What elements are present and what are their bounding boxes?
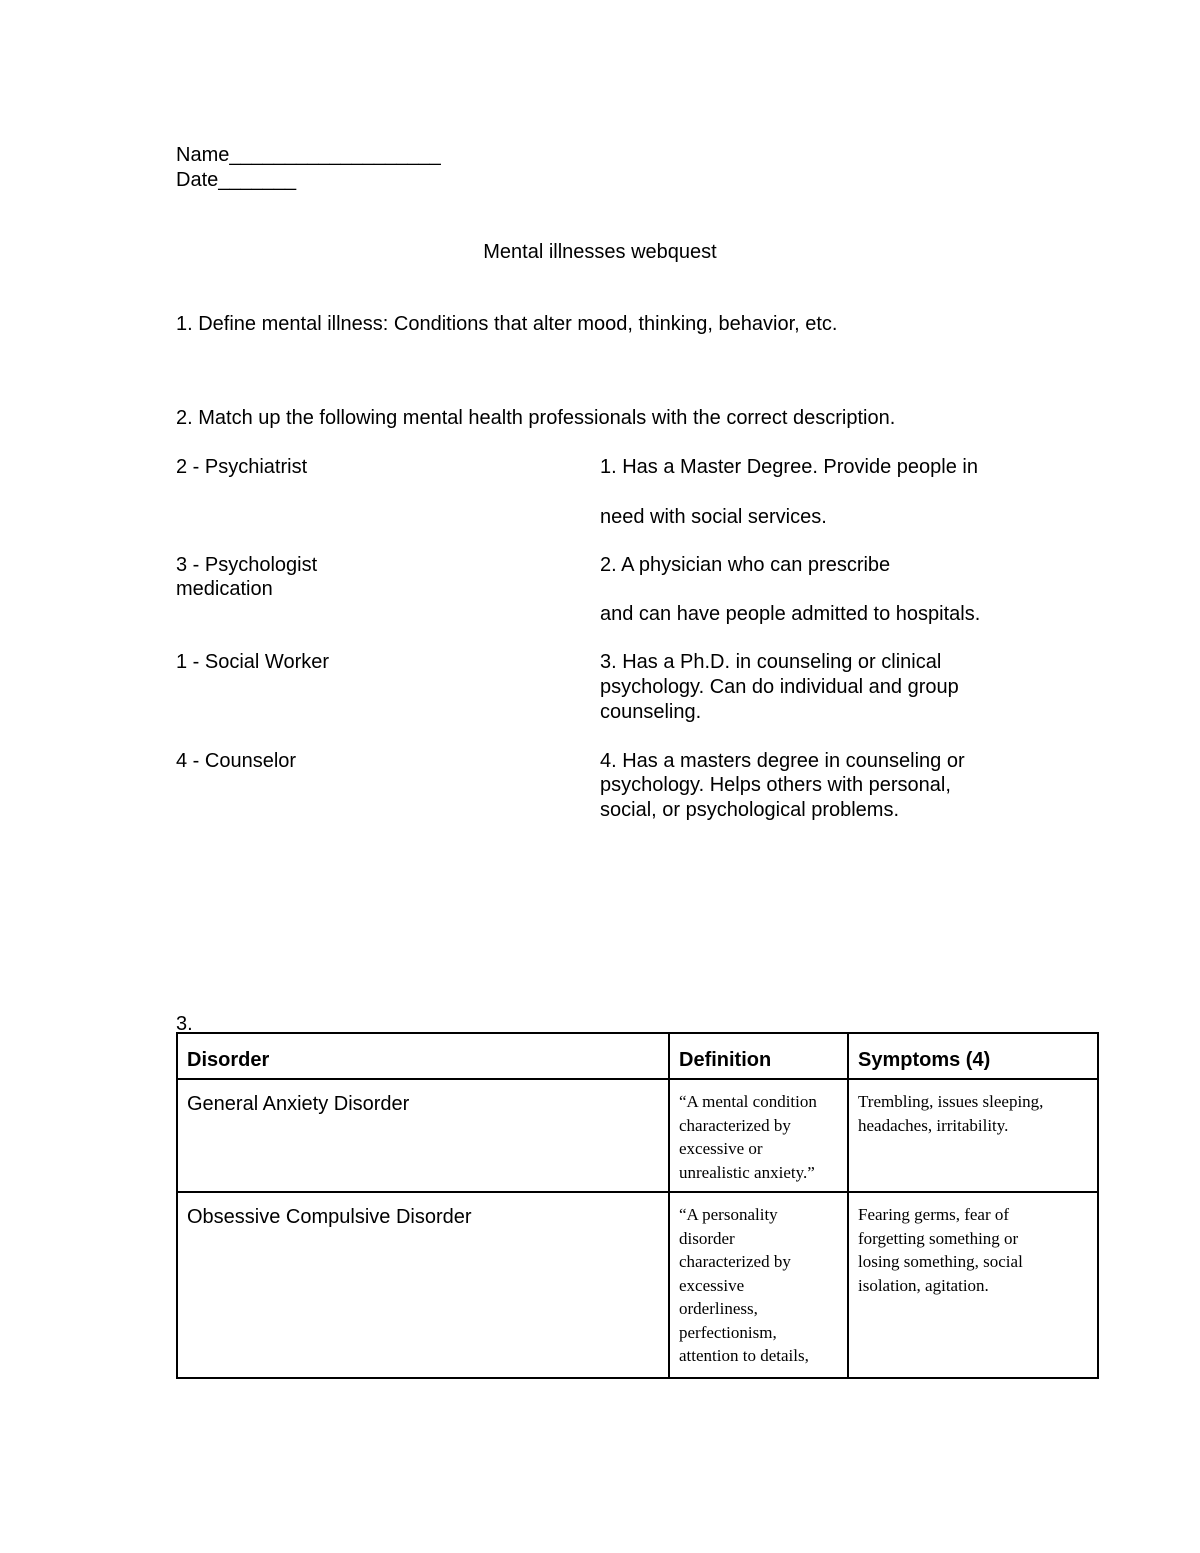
- description-line: social, or psychological problems.: [600, 799, 900, 821]
- description-line: need with social services.: [600, 506, 827, 528]
- description-line: 1. Has a Master Degree. Provide people in: [600, 456, 978, 478]
- table-cell: [848, 1192, 1098, 1378]
- professional-psychiatrist: 2 - Psychiatrist: [176, 456, 308, 478]
- name-field: Name___________________: [176, 144, 441, 166]
- column-header: [669, 1033, 848, 1079]
- date-field: Date_______: [176, 169, 297, 191]
- disorder-symptoms: Fearing germs, fear of forgetting something or losing something, social isolation, agitation.: [858, 1205, 1023, 1295]
- description-line: counseling.: [600, 701, 702, 723]
- table-cell: [669, 1192, 848, 1378]
- table-row: [177, 1192, 1098, 1378]
- column-header-definition: Definition: [679, 1049, 772, 1071]
- professional-psychologist: 3 - Psychologist: [176, 554, 318, 576]
- disorder-name: General Anxiety Disorder: [187, 1093, 410, 1115]
- disorder-symptoms: Trembling, issues sleeping, headaches, irritability.: [858, 1092, 1044, 1135]
- question-3-label: 3.: [176, 1013, 193, 1035]
- column-header: [177, 1033, 669, 1079]
- professional-psychologist-overflow: medication: [176, 578, 273, 600]
- disorder-name: Obsessive Compulsive Disorder: [187, 1206, 472, 1228]
- professional-social-worker: 1 - Social Worker: [176, 651, 330, 673]
- description-line: 2. A physician who can prescribe: [600, 554, 891, 576]
- page-title: Mental illnesses webquest: [483, 241, 717, 263]
- question-2-prompt: 2. Match up the following mental health professionals with the correct description.: [176, 407, 896, 429]
- table-cell: [848, 1079, 1098, 1192]
- disorder-definition: “A mental condition characterized by excessive or unrealistic anxiety.”: [679, 1092, 817, 1182]
- table-row: [177, 1079, 1098, 1192]
- description-line: psychology. Can do individual and group: [600, 676, 959, 698]
- description-line: psychology. Helps others with personal,: [600, 774, 951, 796]
- table-cell: [669, 1079, 848, 1192]
- column-header: [848, 1033, 1098, 1079]
- disorders-table: [176, 1032, 1099, 1379]
- table-header-row: [177, 1033, 1098, 1079]
- column-header-symptoms: Symptoms (4): [858, 1049, 991, 1071]
- description-line: 3. Has a Ph.D. in counseling or clinical: [600, 651, 942, 673]
- description-line: 4. Has a masters degree in counseling or: [600, 750, 965, 772]
- professional-counselor: 4 - Counselor: [176, 750, 297, 772]
- description-line: and can have people admitted to hospitals.: [600, 603, 981, 625]
- table-cell: [177, 1192, 669, 1378]
- column-header-disorder: Disorder: [187, 1049, 270, 1071]
- question-1: 1. Define mental illness: Conditions that alter mood, thinking, behavior, etc.: [176, 313, 838, 335]
- disorder-definition: “A personality disorder characterized by excessive orderliness, perfectionism, attention to details,: [679, 1205, 809, 1365]
- table-cell: [177, 1079, 669, 1192]
